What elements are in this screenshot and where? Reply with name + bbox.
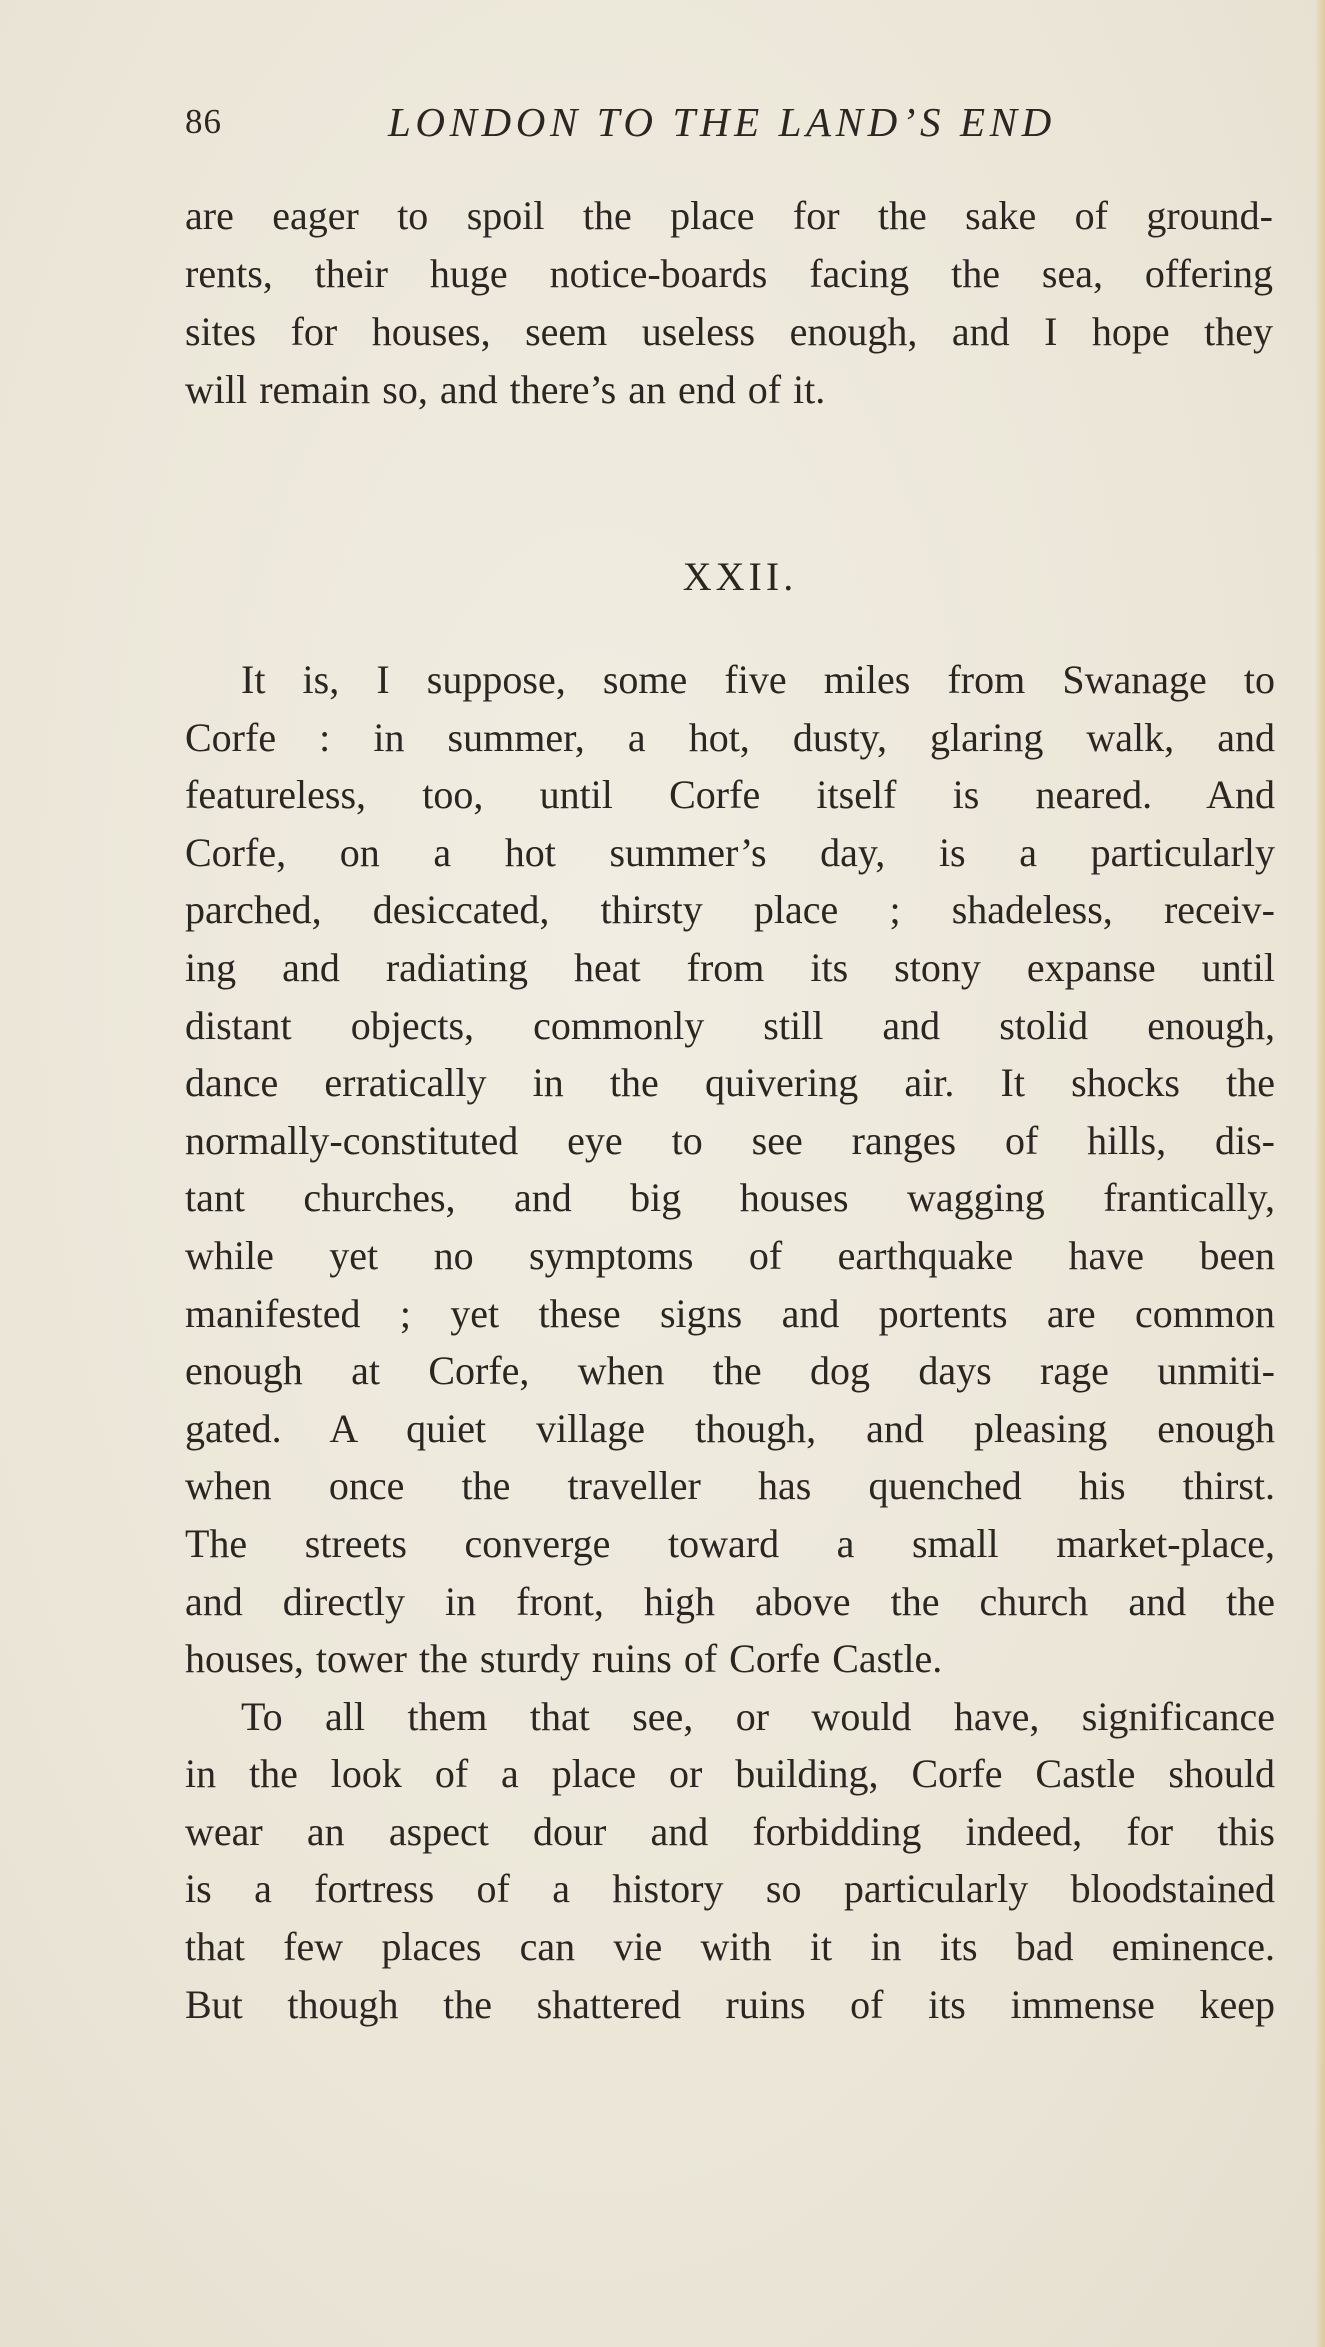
text-line: Corfe : in summer, a hot, dusty, glaring walk, and — [185, 714, 1275, 760]
text-line: It is, I suppose, some five miles from Swanage to — [241, 657, 1275, 702]
text-line: when once the traveller has quenched his thirst. — [185, 1463, 1275, 1509]
section-heading: XXII. — [682, 554, 798, 599]
paragraph-continued — [185, 187, 1273, 419]
text-line: is a fortress of a history so particularly bloodstained — [185, 1866, 1275, 1912]
section-body — [185, 651, 1275, 2033]
text-line: distant objects, commonly still and stolid enough, — [185, 1002, 1275, 1048]
text-line: dance erratically in the quivering air. It shocks the — [185, 1060, 1275, 1106]
text-line: houses, tower the sturdy ruins of Corfe Castle. — [185, 1636, 943, 1682]
text-line: The streets converge toward a small market-place, — [185, 1520, 1275, 1566]
page-edge — [1315, 0, 1325, 2347]
page-number: 86 — [185, 102, 222, 141]
text-line: are eager to spoil the place for the sake of ground- — [185, 193, 1273, 238]
running-title: LONDON TO THE LAND’S END — [388, 99, 1056, 145]
text-line: wear an aspect dour and forbidding indeed, for this — [185, 1808, 1275, 1854]
text-line: manifested ; yet these signs and portents are common — [185, 1290, 1275, 1336]
text-line: enough at Corfe, when the dog days rage unmiti- — [185, 1348, 1275, 1394]
text-line: normally-constituted eye to see ranges of hills, dis- — [185, 1117, 1275, 1163]
text-line: But though the shattered ruins of its immense keep — [185, 1981, 1275, 2027]
text-line: rents, their huge notice-boards facing the sea, offering — [185, 251, 1273, 296]
text-line: tant churches, and big houses wagging frantically, — [185, 1175, 1275, 1221]
text-line: and directly in front, high above the church and the — [185, 1578, 1275, 1624]
text-line: Corfe, on a hot summer’s day, is a particularly — [185, 829, 1275, 875]
text-line: that few places can vie with it in its bad eminence. — [185, 1924, 1275, 1970]
running-header — [185, 92, 1125, 152]
text-line: sites for houses, seem useless enough, and I hope they — [185, 309, 1273, 354]
text-line: To all them that see, or would have, significance — [241, 1693, 1275, 1739]
text-line: ing and radiating heat from its stony expanse until — [185, 944, 1275, 990]
text-line: while yet no symptoms of earthquake have been — [185, 1232, 1275, 1278]
text-line: in the look of a place or building, Corfe Castle should — [185, 1751, 1275, 1797]
text-line: will remain so, and there’s an end of it. — [185, 367, 826, 412]
text-line: featureless, too, until Corfe itself is neared. And — [185, 772, 1275, 818]
text-line: parched, desiccated, thirsty place ; shadeless, receiv- — [185, 887, 1275, 933]
text-line: gated. A quiet village though, and pleasing enough — [185, 1405, 1275, 1451]
